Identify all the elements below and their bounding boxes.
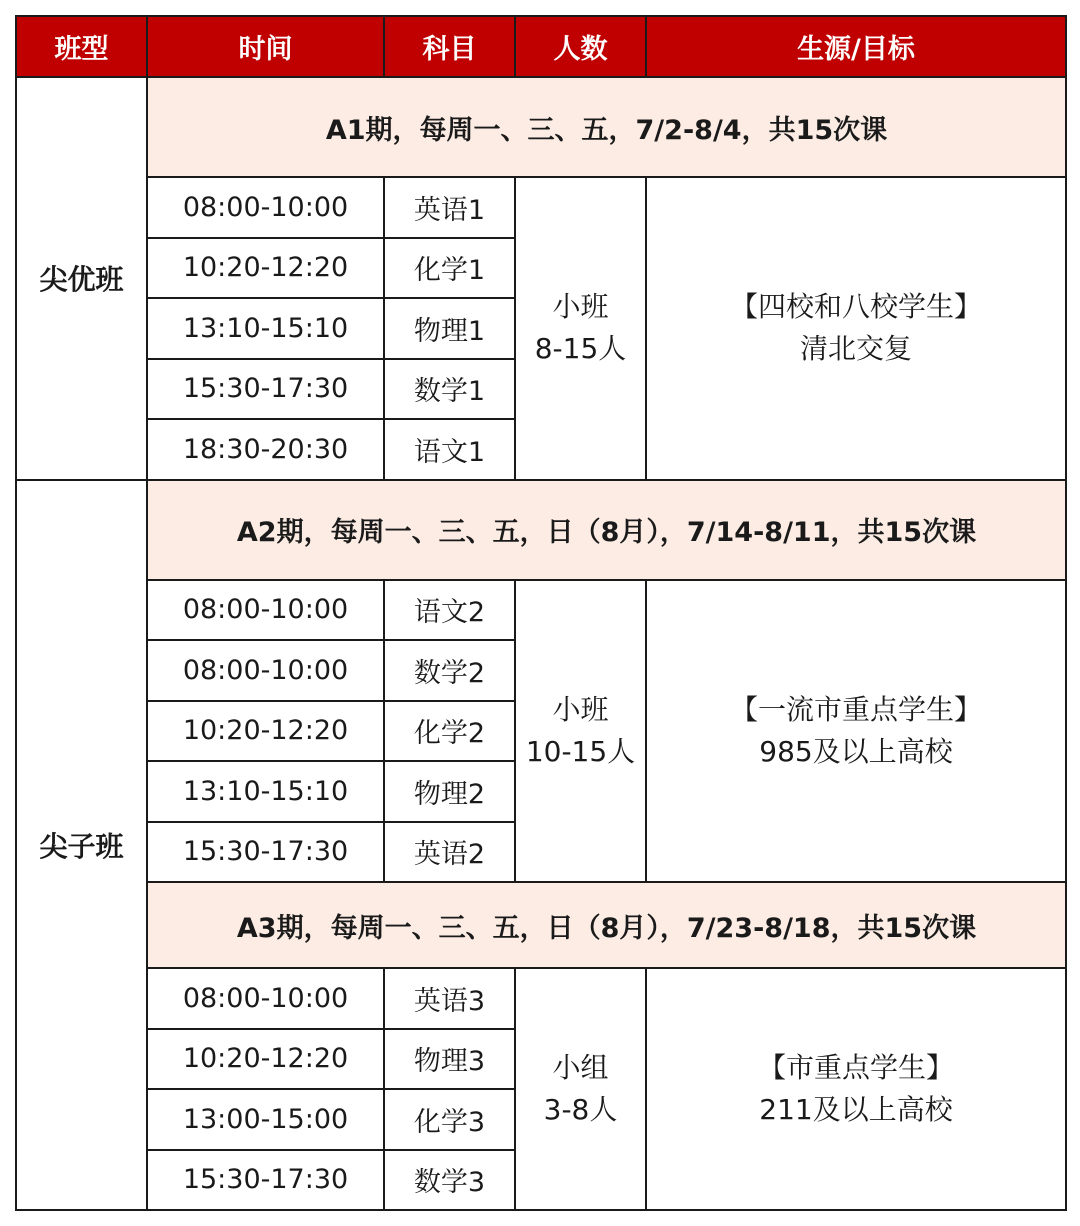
period-title: A2期，每周一、三、五，日（8月），7/14-8/11，共15次课 — [147, 480, 1066, 580]
time-cell: 13:00-15:00 — [147, 1089, 384, 1150]
header-size: 人数 — [515, 16, 646, 77]
time-cell: 13:10-15:10 — [147, 298, 384, 359]
class-type-cell: 尖优班 — [16, 77, 147, 480]
class-type-cell: 尖子班 — [16, 480, 147, 1211]
table-row — [16, 177, 1066, 238]
size-label: 小班 — [552, 692, 609, 726]
target-cell — [646, 968, 1066, 1210]
time-cell: 10:20-12:20 — [147, 1029, 384, 1090]
header-target: 生源/目标 — [646, 16, 1066, 77]
table-row — [16, 968, 1066, 1029]
time-cell: 10:20-12:20 — [147, 238, 384, 299]
size-cell — [515, 177, 646, 480]
header-time: 时间 — [147, 16, 384, 77]
subject-cell: 语文1 — [384, 419, 515, 480]
time-cell: 18:30-20:30 — [147, 419, 384, 480]
subject-cell: 物理1 — [384, 298, 515, 359]
subject-cell: 数学3 — [384, 1150, 515, 1211]
subject-cell: 化学2 — [384, 701, 515, 762]
header-class-type: 班型 — [16, 16, 147, 77]
target-goal: 清北交复 — [799, 332, 912, 366]
size-range: 10-15人 — [525, 734, 636, 768]
subject-cell: 数学2 — [384, 640, 515, 701]
time-cell: 08:00-10:00 — [147, 968, 384, 1029]
size-range: 8-15人 — [534, 332, 627, 366]
subject-cell: 英语1 — [384, 177, 515, 238]
time-cell: 10:20-12:20 — [147, 701, 384, 762]
schedule-table — [15, 15, 1067, 1211]
subject-cell: 英语3 — [384, 968, 515, 1029]
time-cell: 08:00-10:00 — [147, 580, 384, 641]
time-cell: 08:00-10:00 — [147, 640, 384, 701]
period-row — [16, 480, 1066, 580]
subject-cell: 语文2 — [384, 580, 515, 641]
period-row — [16, 882, 1066, 968]
subject-cell: 英语2 — [384, 822, 515, 883]
header-row — [16, 16, 1066, 77]
time-cell: 15:30-17:30 — [147, 1150, 384, 1211]
subject-cell: 化学1 — [384, 238, 515, 299]
target-source: 【四校和八校学生】 — [729, 290, 982, 324]
subject-cell: 物理2 — [384, 761, 515, 822]
size-label: 小班 — [552, 290, 609, 324]
target-cell — [646, 177, 1066, 480]
size-range: 3-8人 — [543, 1093, 618, 1126]
target-source: 【市重点学生】 — [757, 1051, 954, 1084]
time-cell: 15:30-17:30 — [147, 822, 384, 883]
period-title: A3期，每周一、三、五，日（8月），7/23-8/18，共15次课 — [147, 882, 1066, 968]
time-cell: 15:30-17:30 — [147, 359, 384, 420]
header-subject: 科目 — [384, 16, 515, 77]
table-row — [16, 580, 1066, 641]
subject-cell: 物理3 — [384, 1029, 515, 1090]
subject-cell: 化学3 — [384, 1089, 515, 1150]
size-cell — [515, 968, 646, 1210]
size-cell — [515, 580, 646, 883]
target-goal: 985及以上高校 — [759, 734, 953, 768]
target-cell — [646, 580, 1066, 883]
time-cell: 13:10-15:10 — [147, 761, 384, 822]
size-label: 小组 — [552, 1051, 609, 1084]
period-row — [16, 77, 1066, 177]
time-cell: 08:00-10:00 — [147, 177, 384, 238]
period-title: A1期，每周一、三、五，7/2-8/4，共15次课 — [147, 77, 1066, 177]
subject-cell: 数学1 — [384, 359, 515, 420]
target-goal: 211及以上高校 — [759, 1093, 953, 1126]
target-source: 【一流市重点学生】 — [729, 692, 982, 726]
